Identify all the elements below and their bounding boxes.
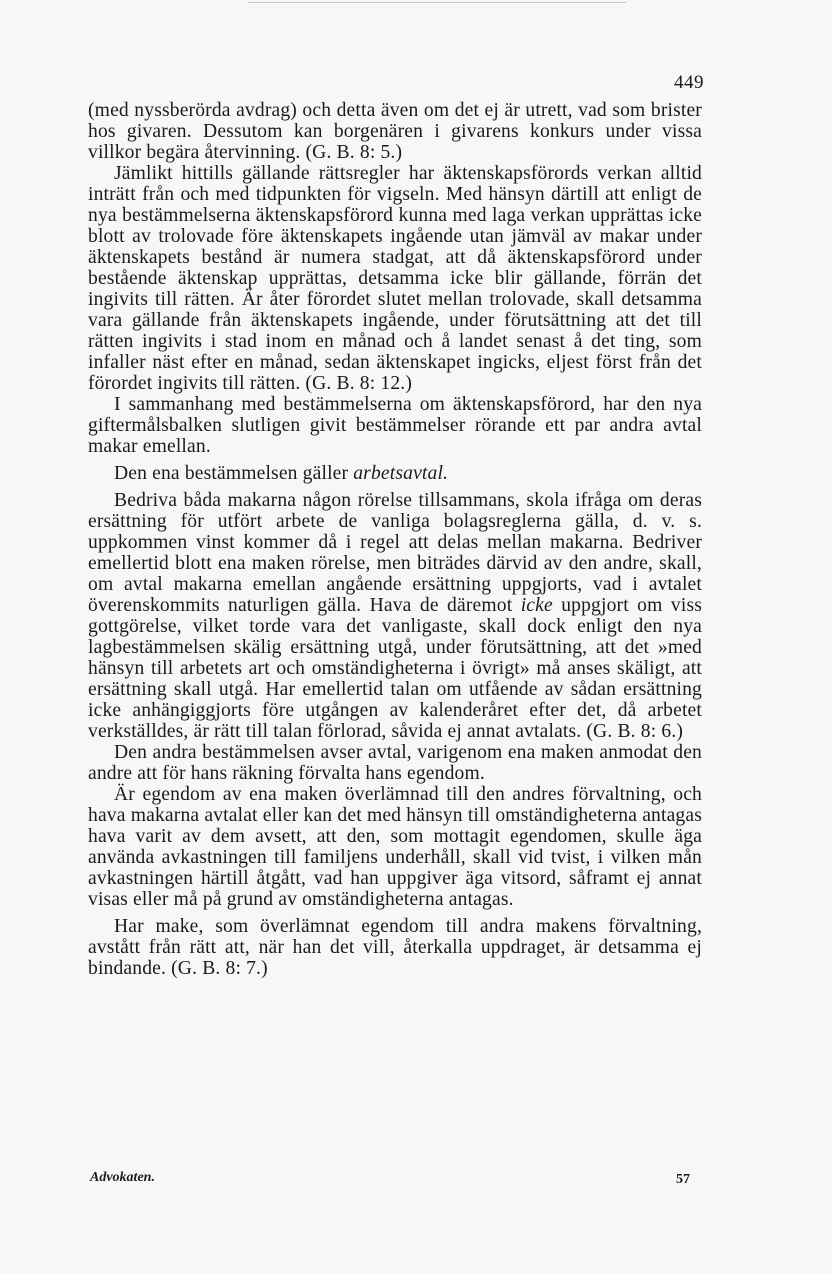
paragraph-5 [88,490,702,742]
paragraph-8 [88,916,702,979]
paragraph-4 [88,463,702,484]
paragraph-text: Har make, som överlämnat egendom till andra makens förvaltning, avstått från rätt att, när han det vill, återkalla uppdraget, är detsamma ej bindande. (G. B. 8: 7.) [88,916,702,979]
paragraph-6 [88,742,702,784]
paragraph-text: Är egendom av ena maken överlämnad till den andres förvaltning, och hava makarna avtalat eller kan det med hänsyn till omständigheterna antagas hava varit av dem avsett, att den, som mottagit egendomen, skulle äga använda avkastningen till familjens underhåll, skall vid tvist, i vilken mån avkastningen härtill åtgått, vad han uppgiver äga vitsord, såframt ej annat visas eller må på grund av omständigheterna antagas. [88,784,702,910]
paragraph-text: Den andra bestämmelsen avser avtal, varigenom ena maken anmodat den andre att för hans räkning förvalta hans egendom. [88,742,702,784]
signature-number: 57 [676,1172,690,1187]
paragraph-1 [88,100,702,163]
emphasized-text: icke [520,595,553,616]
paragraph-text: I sammanhang med bestämmelserna om äktenskapsförord, har den nya giftermålsbalken slutligen givit bestämmelser rörande ett par andra avtal makar emellan. [88,394,702,457]
page-number: 449 [674,72,704,93]
paragraph-text: Bedriva båda makarna någon rörelse tillsammans, skola ifråga om deras ersättning för utfört arbete de vanliga bolagsreglerna gälla, d. v. s. uppkommen vinst kommer då i regel att delas mellan makarna. Bedriver emellertid blott ena maken rörelse, men biträdes därvid av den andre, skall, om avtal makarna emellan angående ersättning uppgjorts, vad i avtalet överenskommits naturligen gälla. Hava de däremot [88,490,702,616]
paragraph-2 [88,163,702,394]
paragraph-text: Den ena bestämmelsen gäller [114,463,354,484]
top-rule [248,2,626,3]
paragraph-text: uppgjort om viss gottgörelse, vilket torde vara det vanligaste, skall dock enligt den nya lagbestämmelsen skälig ersättning utgå, under förutsättning, att det »med hänsyn till arbetets art och omständigheterna i övrigt» må anses skäligt, att ersättning skall utgå. Har emellertid talan om utfående av sådan ersättning icke anhängiggjorts före utgången av kalenderåret efter det, då arbetet verkställdes, är rätt till talan förlorad, såvida ej annat avtalats. (G. B. 8: 6.) [88,595,702,742]
footer-label: Advokaten. [90,1170,155,1185]
body-text [88,100,702,979]
paragraph-3 [88,394,702,457]
paragraph-7 [88,784,702,910]
emphasized-text: arbetsavtal. [353,463,449,484]
paragraph-text: Jämlikt hittills gällande rättsregler har äktenskapsförords verkan alltid inträtt från och med tidpunkten för vigseln. Med hänsyn därtill att enligt de nya bestämmelserna äktenskapsförord kunna med laga verkan upprättas icke blott av trolovade före äktenskapets ingående utan jämväl av makar under äktenskapets bestånd är numera stadgat, att då äktenskapsförord under bestående äktenskap upprättas, detsamma icke blir gällande, förrän det ingivits till rätten. Är åter förordet slutet mellan trolovade, skall detsamma vara gällande från äktenskapets ingående, under förutsättning att det till rätten ingivits i stad inom en månad och å landet senast å det ting, som infaller näst efter en månad, sedan äktenskapet ingicks, eljest först från det förordet ingivits till rätten. (G. B. 8: 12.) [88,163,702,394]
paragraph-text: (med nyssberörda avdrag) och detta även om det ej är utrett, vad som brister hos givaren. Dessutom kan borgenären i givarens konkurs under vissa villkor begära återvinning. (G. B. 8: 5.) [88,100,702,163]
